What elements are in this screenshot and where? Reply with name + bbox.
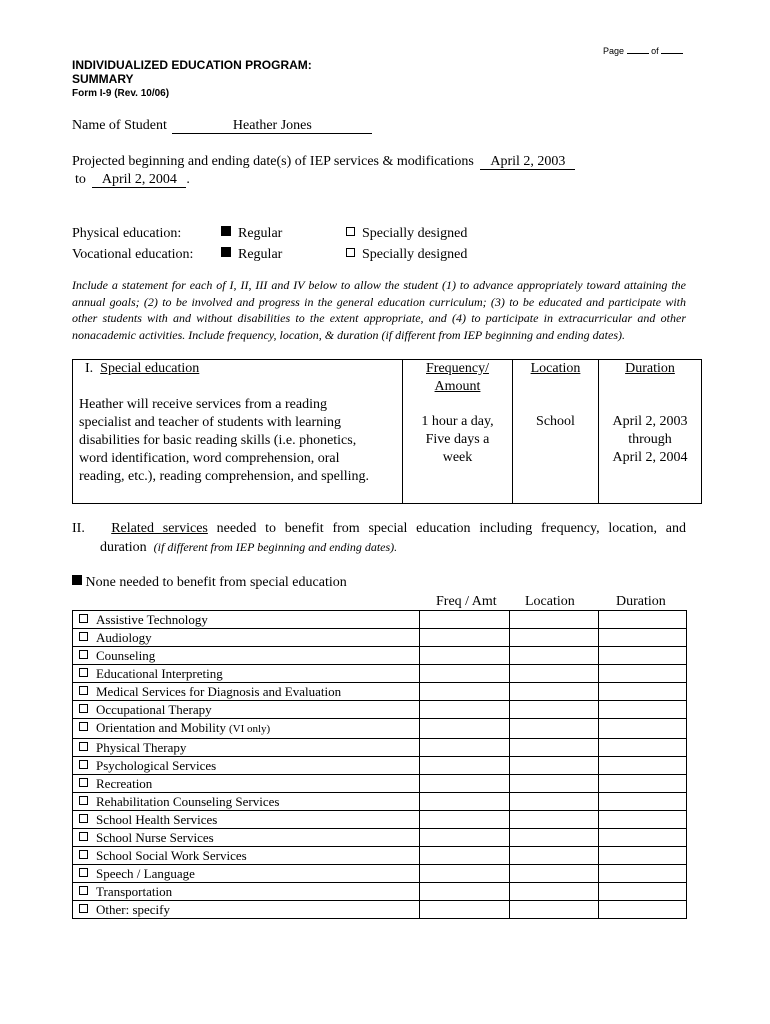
- duration-header: Duration: [625, 361, 675, 376]
- voc-regular-label: Regular: [238, 247, 283, 262]
- description-line: word identification, word comprehension, oral: [79, 451, 340, 466]
- service-label: Psychological Services: [96, 758, 217, 773]
- se-location-cell[interactable]: [513, 360, 599, 504]
- instructions: Include a statement for each of I, II, III and IV below to allow the student (1) to advance appropriately toward attaining the annual goals; (2) to be involved and progress in the general education curriculum; (3) to be educated and participate with other students with and without disabilities to the extent appropriate, and (4) to participate in extracurricular and other nonacademic activities. Include frequency, location, & duration (if different from IEP beginning and ending dates).: [72, 278, 686, 342]
- voc-special-option[interactable]: [346, 244, 467, 265]
- page-total-blank[interactable]: [661, 53, 683, 54]
- service-label: School Social Work Services: [96, 848, 247, 863]
- service-row: [73, 829, 687, 847]
- service-row: [73, 683, 687, 701]
- none-needed-label: None needed to benefit from special education: [85, 575, 347, 590]
- duration-cell[interactable]: [599, 883, 687, 901]
- checkbox-icon[interactable]: [79, 650, 88, 659]
- duration-cell[interactable]: [599, 739, 687, 757]
- location-cell[interactable]: [510, 883, 599, 901]
- checkbox-icon[interactable]: [79, 686, 88, 695]
- physical-education-label: Physical education:: [72, 226, 182, 241]
- duration-line: April 2, 2004: [612, 450, 688, 465]
- related-services-line2: [100, 540, 397, 556]
- freq-cell[interactable]: [420, 757, 510, 775]
- service-label: Orientation and Mobility: [96, 720, 226, 735]
- freq-cell[interactable]: [420, 683, 510, 701]
- to-label: to: [75, 172, 86, 187]
- service-cell: [73, 647, 420, 665]
- section-heading: Related services: [111, 521, 208, 536]
- frequency-line: 1 hour a day,: [421, 414, 494, 429]
- duration-cell[interactable]: [599, 719, 687, 739]
- service-row: [73, 793, 687, 811]
- related-services-text: needed to benefit from special education including frequency, location, and: [216, 521, 686, 536]
- duration-cell[interactable]: [599, 811, 687, 829]
- related-services-body: [73, 611, 687, 919]
- duration-cell[interactable]: [599, 847, 687, 865]
- vi-only-note: (VI only): [228, 723, 271, 735]
- location-cell[interactable]: [510, 757, 599, 775]
- service-cell: [73, 901, 420, 919]
- page-label: Page: [603, 46, 625, 56]
- related-services-table: [72, 610, 687, 919]
- location-cell[interactable]: [510, 739, 599, 757]
- location-value: School: [536, 414, 575, 429]
- page-number-blank[interactable]: [627, 53, 649, 54]
- service-cell: [73, 847, 420, 865]
- checkbox-icon[interactable]: [79, 632, 88, 641]
- location-cell[interactable]: [510, 811, 599, 829]
- freq-cell[interactable]: [420, 665, 510, 683]
- location-cell[interactable]: [510, 683, 599, 701]
- service-row: [73, 701, 687, 719]
- related-services-note: (if different from IEP beginning and ending dates).: [153, 540, 398, 554]
- begin-date-field[interactable]: April 2, 2003: [480, 154, 575, 170]
- checkbox-icon[interactable]: [346, 248, 355, 257]
- service-row: [73, 865, 687, 883]
- service-label: Other: specify: [96, 902, 171, 917]
- service-cell: [73, 811, 420, 829]
- checkbox-icon[interactable]: [79, 850, 88, 859]
- service-row: [73, 811, 687, 829]
- location-cell[interactable]: [510, 647, 599, 665]
- service-cell: [73, 629, 420, 647]
- vocational-education-label: Vocational education:: [72, 247, 194, 262]
- service-cell: [73, 883, 420, 901]
- service-row: [73, 665, 687, 683]
- form-title: INDIVIDUALIZED EDUCATION PROGRAM:: [72, 58, 312, 72]
- dates-label: Projected beginning and ending date(s) of IEP services & modifications: [72, 154, 474, 169]
- service-row: [73, 611, 687, 629]
- description-line: specialist and teacher of students with learning: [79, 415, 342, 430]
- location-header: Location: [530, 361, 581, 376]
- se-duration-cell[interactable]: [599, 360, 702, 504]
- student-name-row: [72, 118, 372, 134]
- voc-special-label: Specially designed: [362, 247, 468, 262]
- pe-regular-option[interactable]: [221, 223, 282, 244]
- freq-cell[interactable]: [420, 739, 510, 757]
- freq-cell[interactable]: [420, 811, 510, 829]
- student-name-field[interactable]: Heather Jones: [172, 118, 372, 134]
- service-label: Transportation: [96, 884, 173, 899]
- service-row: [73, 647, 687, 665]
- freq-cell[interactable]: [420, 883, 510, 901]
- checkbox-icon[interactable]: [79, 760, 88, 769]
- freq-cell[interactable]: [420, 611, 510, 629]
- checkbox-icon[interactable]: [79, 704, 88, 713]
- checkbox-icon[interactable]: [346, 227, 355, 236]
- checked-box-icon[interactable]: [221, 247, 231, 257]
- service-cell: [73, 739, 420, 757]
- service-row: [73, 629, 687, 647]
- duration-line: April 2, 2003: [612, 414, 688, 429]
- location-cell[interactable]: [510, 865, 599, 883]
- none-needed-option[interactable]: [72, 575, 347, 591]
- checked-box-icon[interactable]: [221, 226, 231, 236]
- duration-cell[interactable]: [599, 901, 687, 919]
- duration-header: Duration: [616, 594, 666, 609]
- duration-cell[interactable]: [599, 647, 687, 665]
- se-description-cell[interactable]: [73, 360, 403, 504]
- service-cell: [73, 829, 420, 847]
- dates-row-2: [75, 172, 190, 188]
- freq-cell[interactable]: [420, 901, 510, 919]
- duration-cell[interactable]: [599, 775, 687, 793]
- description-line: reading, etc.), reading comprehension, and spelling.: [79, 469, 370, 484]
- service-row: [73, 757, 687, 775]
- pe-regular-label: Regular: [238, 226, 283, 241]
- freq-cell[interactable]: [420, 719, 510, 739]
- se-description: [79, 396, 402, 486]
- service-row: [73, 719, 687, 739]
- checkbox-icon[interactable]: [79, 886, 88, 895]
- service-cell: [73, 683, 420, 701]
- pe-special-label: Specially designed: [362, 226, 468, 241]
- location-cell[interactable]: [510, 629, 599, 647]
- checkbox-icon[interactable]: [79, 742, 88, 751]
- page-of-label: of: [651, 46, 659, 56]
- location-cell[interactable]: [510, 665, 599, 683]
- pe-special-options: [346, 223, 467, 265]
- checkbox-icon[interactable]: [79, 722, 88, 731]
- duration-cell[interactable]: [599, 611, 687, 629]
- duration-text: duration: [100, 540, 147, 555]
- duration-cell[interactable]: [599, 757, 687, 775]
- frequency-line: week: [442, 450, 473, 465]
- section-number: I.: [85, 361, 94, 376]
- duration-cell[interactable]: [599, 665, 687, 683]
- service-row: [73, 883, 687, 901]
- location-cell[interactable]: [510, 847, 599, 865]
- duration-cell[interactable]: [599, 629, 687, 647]
- service-label: Physical Therapy: [96, 740, 187, 755]
- amount-header: Amount: [434, 379, 481, 394]
- service-row: [73, 901, 687, 919]
- service-cell: [73, 793, 420, 811]
- pe-special-option[interactable]: [346, 223, 467, 244]
- location-header: Location: [525, 594, 575, 609]
- section-heading: Special education: [100, 361, 200, 376]
- checkbox-icon[interactable]: [79, 778, 88, 787]
- se-frequency-cell[interactable]: [403, 360, 513, 504]
- checkbox-icon[interactable]: [79, 796, 88, 805]
- freq-cell[interactable]: [420, 847, 510, 865]
- service-row: [73, 739, 687, 757]
- checkbox-icon[interactable]: [79, 814, 88, 823]
- service-label: School Nurse Services: [96, 830, 214, 845]
- dates-row: [72, 154, 575, 170]
- form-subtitle: SUMMARY: [72, 72, 134, 86]
- form-id: Form I-9 (Rev. 10/06): [72, 88, 170, 99]
- service-cell: [73, 719, 420, 739]
- end-date-field[interactable]: April 2, 2004: [92, 172, 186, 188]
- service-label: Medical Services for Diagnosis and Evaluation: [96, 684, 342, 699]
- service-cell: [73, 611, 420, 629]
- service-label: Audiology: [96, 630, 152, 645]
- freq-cell[interactable]: [420, 701, 510, 719]
- service-row: [73, 847, 687, 865]
- freq-amt-header: Freq / Amt: [436, 594, 497, 609]
- end-date-period: .: [186, 172, 190, 187]
- location-cell[interactable]: [510, 775, 599, 793]
- location-cell[interactable]: [510, 901, 599, 919]
- service-label: Rehabilitation Counseling Services: [96, 794, 280, 809]
- service-label: School Health Services: [96, 812, 218, 827]
- checkbox-icon[interactable]: [79, 668, 88, 677]
- frequency-line: Five days a: [425, 432, 490, 447]
- page-number: [603, 46, 683, 56]
- location-cell[interactable]: [510, 719, 599, 739]
- freq-cell[interactable]: [420, 793, 510, 811]
- description-line: Heather will receive services from a reading: [79, 397, 327, 412]
- service-cell: [73, 865, 420, 883]
- service-label: Speech / Language: [96, 866, 195, 881]
- freq-cell[interactable]: [420, 775, 510, 793]
- service-cell: [73, 665, 420, 683]
- service-label: Assistive Technology: [96, 612, 208, 627]
- service-cell: [73, 775, 420, 793]
- pe-labels: [72, 223, 193, 265]
- related-services-heading: [72, 521, 686, 537]
- service-row: [73, 775, 687, 793]
- service-label: Counseling: [96, 648, 156, 663]
- special-education-table: [72, 359, 702, 504]
- duration-line: through: [628, 432, 672, 447]
- section-number: II.: [72, 521, 85, 536]
- freq-cell[interactable]: [420, 829, 510, 847]
- checkbox-icon[interactable]: [79, 614, 88, 623]
- voc-regular-option[interactable]: [221, 244, 282, 265]
- pe-regular-options: [221, 223, 282, 265]
- description-line: disabilities for basic reading skills (i.e. phonetics,: [79, 433, 357, 448]
- checked-box-icon[interactable]: [72, 575, 82, 585]
- duration-cell[interactable]: [599, 793, 687, 811]
- service-label: Educational Interpreting: [96, 666, 223, 681]
- form-header: [72, 58, 312, 101]
- duration-cell[interactable]: [599, 701, 687, 719]
- service-label: Occupational Therapy: [96, 702, 212, 717]
- location-cell[interactable]: [510, 793, 599, 811]
- service-label: Recreation: [96, 776, 153, 791]
- location-cell[interactable]: [510, 829, 599, 847]
- freq-cell[interactable]: [420, 865, 510, 883]
- duration-cell[interactable]: [599, 829, 687, 847]
- location-cell[interactable]: [510, 701, 599, 719]
- student-name-label: Name of Student: [72, 118, 167, 133]
- freq-cell[interactable]: [420, 629, 510, 647]
- service-cell: [73, 701, 420, 719]
- checkbox-icon[interactable]: [79, 832, 88, 841]
- location-cell[interactable]: [510, 611, 599, 629]
- duration-cell[interactable]: [599, 865, 687, 883]
- freq-cell[interactable]: [420, 647, 510, 665]
- checkbox-icon[interactable]: [79, 904, 88, 913]
- se-heading: [79, 360, 402, 378]
- checkbox-icon[interactable]: [79, 868, 88, 877]
- frequency-header: Frequency/: [426, 361, 489, 376]
- duration-cell[interactable]: [599, 683, 687, 701]
- service-cell: [73, 757, 420, 775]
